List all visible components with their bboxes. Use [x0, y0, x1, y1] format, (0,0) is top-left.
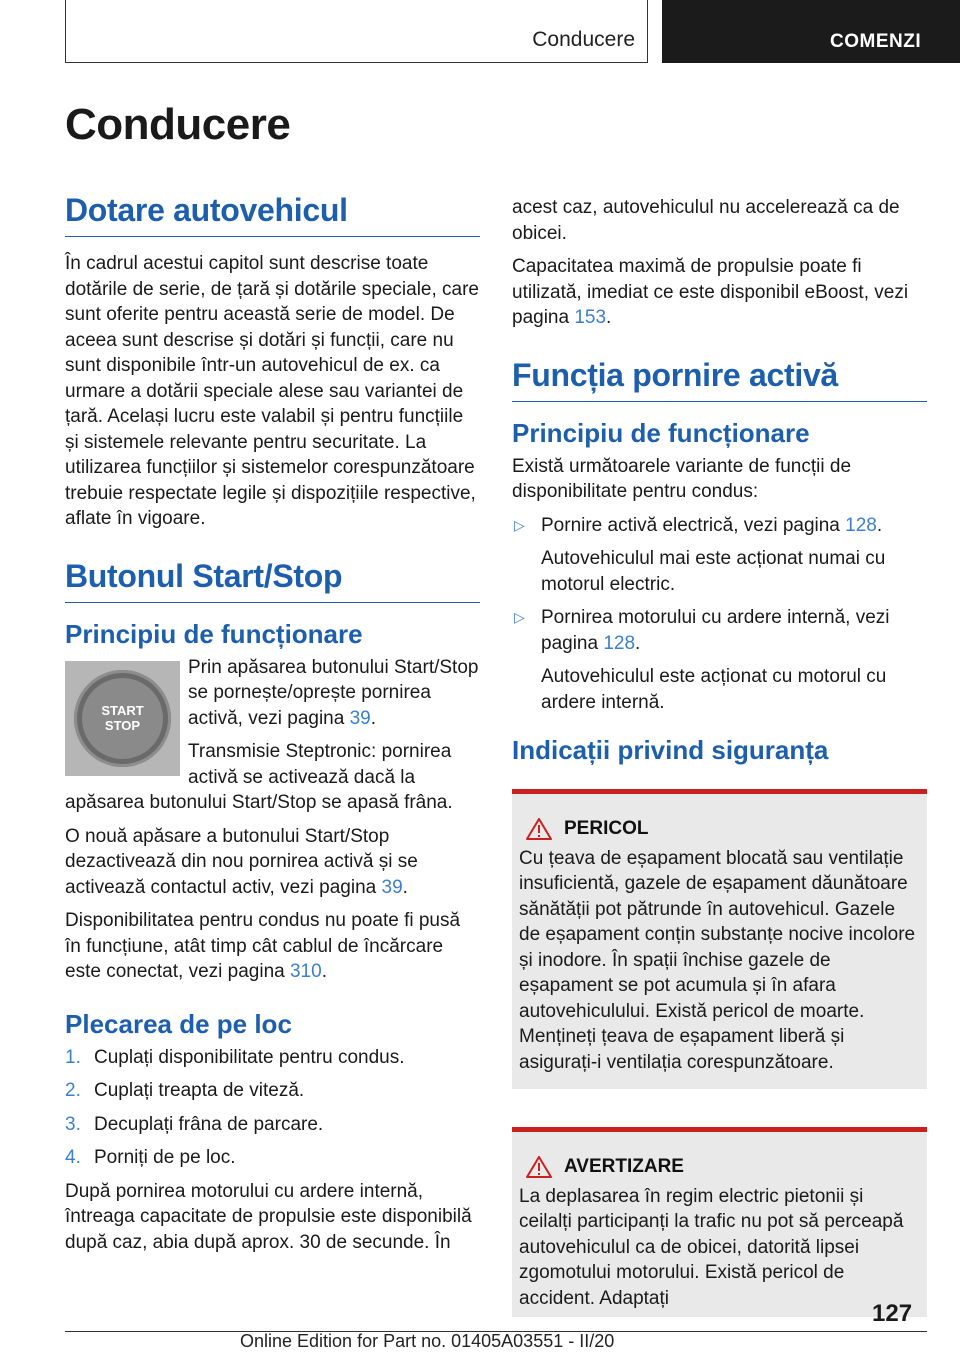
warning-triangle-icon: [526, 818, 552, 840]
page-link[interactable]: 310: [289, 961, 322, 982]
paragraph-dotare: În cadrul acestui capitol sunt descrise toate dotările de serie, de țară și dotările speciale, care sunt oferite pentru această serie de model. De aceea sunt descrise și dotări și funcții, care nu sunt disponibile într-un autovehicul de ex. ca urmare a dotării speciale alese sau variantei de țară. Același lucru este valabil și pentru funcțiile și sistemele relevante pentru securitate. La utilizarea funcțiilor și sistemelor corespunzătoare trebuie respectate legile și dispozițiile respective, aflate în vigoare.: [65, 253, 480, 529]
heading-functia-pornire: Funcția pornire activă: [512, 355, 927, 402]
button-image-label-start: START: [101, 703, 144, 718]
page-number: 127: [872, 1300, 913, 1327]
page-link[interactable]: 153: [574, 307, 607, 328]
list-item: ▷ Pornire activă electrică, vezi pagina 128. Autovehiculul mai este acționat numai cu motorul electric.: [514, 514, 886, 595]
button-image-label-stop: STOP: [104, 718, 141, 733]
page-title: Conducere: [65, 100, 291, 149]
warning-text-danger: Cu țeava de eșapament blocată sau ventilație insuficientă, gazele de eșapament dăunătoare sănătății pot pătrunde în autovehicul. Gazele de eșapament conțin substanțe nocive incolore și inodore. În spații închise gazele de eșapament se pot acumula și în afara autovehiculului. Există pericol de moarte. Mențineți țeava de eșapament liberă și asigurați-i ventilația corespunzătoare.: [519, 847, 916, 1073]
paragraph-exista: Există următoarele variante de funcții de disponibilitate pentru condus:: [512, 455, 852, 502]
header-section-tab: [65, 0, 648, 63]
header-chapter-label: COMENZI: [830, 31, 922, 52]
list-item: 1. Cuplați disponibilitate pentru condus.: [65, 1046, 405, 1068]
warning-text-avertizare: La deplasarea în regim electric pietonii și ceilalți participanți la trafic nu pot să perceapă autovehiculul ca de obicei, datorită lipsei zgomotului motorului. Există pericol de accident. Adaptați: [519, 1185, 904, 1309]
start-stop-button-icon: [74, 670, 171, 767]
steps-list: [65, 1045, 480, 1171]
heading-buton-start-stop: Butonul Start/Stop: [65, 556, 480, 603]
page-link[interactable]: 39: [381, 876, 403, 898]
footer-edition: Online Edition for Part no. 01405A03551 - II/20: [240, 1331, 615, 1351]
heading-plecare: Plecarea de pe loc: [65, 1008, 292, 1039]
header-chapter-tab: [662, 0, 960, 63]
heading-indicatii: Indicații privind siguranța: [512, 735, 829, 765]
paragraph-disponibilitate: Disponibilitatea pentru condus nu poate fi pusă în funcțiune, atât timp cât cablul de încărcare este conectat, vezi pagina 310.: [65, 910, 461, 982]
list-item: ▷ Pornirea motorului cu ardere internă, vezi pagina 128. Autovehiculul este acționat cu motorul cu ardere internă.: [514, 607, 890, 713]
warning-box-danger: [512, 789, 927, 1089]
page-link[interactable]: 128: [603, 632, 636, 654]
left-column: [65, 190, 480, 1263]
triangle-bullet-icon: ▷: [514, 516, 525, 533]
heading-principiu-right: Principiu de funcționare: [512, 417, 810, 448]
heading-principiu-left: Principiu de funcționare: [65, 618, 363, 649]
paragraph-steptronic: Transmisie Steptronic: pornirea activă se activează dacă la apăsarea butonului Start/Stop se apasă frâna.: [65, 741, 453, 813]
start-stop-button-image: [65, 661, 180, 776]
list-item: 4. Porniți de pe loc.: [65, 1147, 236, 1168]
header-section-label: Conducere: [532, 28, 635, 51]
warning-title-avertizare: AVERTIZARE: [564, 1156, 684, 1177]
paragraph-capacitate: Capacitatea maximă de propulsie poate fi utilizată, imediat ce este disponibil eBoost, vezi pagina 153.: [512, 256, 909, 328]
paragraph-continued: acest caz, autovehiculul nu accelerează ca de obicei.: [512, 197, 900, 244]
page-link[interactable]: 39: [349, 707, 371, 729]
paragraph-dupa-pornire: După pornirea motorului cu ardere internă, întreaga capacitate de propulsie este disponibilă după caz, abia după aprox. 30 de secunde. În: [65, 1180, 472, 1253]
list-item: 3. Decuplați frâna de parcare.: [65, 1113, 324, 1135]
right-column: [512, 195, 927, 1317]
triangle-bullet-icon: ▷: [514, 609, 525, 625]
variants-list: [512, 513, 927, 716]
paragraph-start-stop: Prin apăsarea butonului Start/Stop se pornește/oprește pornirea activă, vezi pagina 39.: [188, 656, 479, 729]
heading-dotare: Dotare autovehicul: [65, 190, 480, 237]
warning-box-avertizare: [512, 1127, 927, 1317]
page-link[interactable]: 128: [845, 514, 877, 536]
list-item: 2. Cuplați treapta de viteză.: [65, 1080, 305, 1101]
warning-triangle-icon: [526, 1156, 552, 1178]
warning-title-danger: PERICOL: [564, 818, 649, 839]
paragraph-noua-apasare: O nouă apăsare a butonului Start/Stop dezactivează din nou pornirea activă și se activează contactul activ, vezi pagina 39.: [65, 825, 418, 898]
